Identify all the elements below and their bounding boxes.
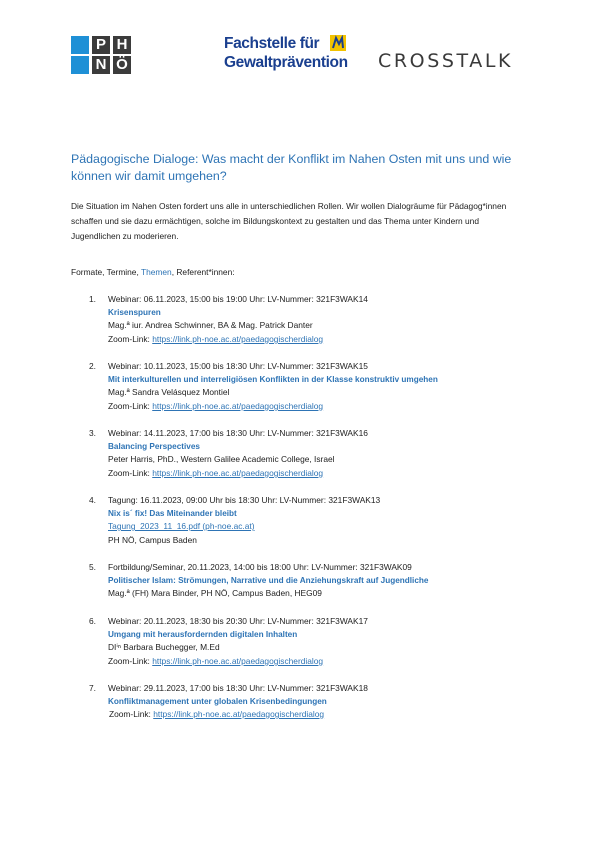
event-location: PH NÖ, Campus Baden: [108, 535, 197, 545]
formats-prefix: Formate, Termine,: [71, 267, 141, 277]
zoom-line: [108, 333, 323, 346]
zoom-link[interactable]: https://link.ph-noe.ac.at/paedagogischerdialog: [152, 334, 324, 344]
zoom-link[interactable]: https://link.ph-noe.ac.at/paedagogischerdialog: [153, 709, 325, 719]
zoom-line: [108, 655, 323, 668]
fachstelle-gewaltpraevention-logo: [224, 35, 352, 77]
event-topic: Umgang mit herausfordernden digitalen Inhalten: [108, 630, 298, 639]
crosstalk-logo: CROSSTALK: [378, 50, 514, 72]
fachstelle-logo-line2: Gewaltprävention: [224, 54, 348, 71]
formats-highlight: Themen: [140, 267, 172, 277]
event-speaker: Peter Harris, PhD., Western Galilee Academic College, Israel: [108, 454, 335, 464]
item-number: 1.: [89, 294, 96, 304]
item-number: 5.: [89, 562, 96, 572]
event-speaker: Mag.ª Sandra Velásquez Montiel: [108, 387, 230, 397]
ph-logo-cell: [71, 36, 89, 54]
zoom-link[interactable]: https://link.ph-noe.ac.at/paedagogischerdialog: [152, 401, 324, 411]
zoom-label: Zoom-Link:: [108, 401, 153, 411]
event-topic: Politischer Islam: Strömungen, Narrative und die Anziehungskraft auf Jugendliche: [108, 576, 429, 585]
zoom-link[interactable]: https://link.ph-noe.ac.at/paedagogischerdialog: [152, 656, 324, 666]
zoom-label: Zoom-Link:: [108, 656, 153, 666]
event-topic: Nix is´ fix! Das Miteinander bleibt: [108, 509, 237, 518]
tagung-pdf-link[interactable]: Tagung_2023_11_16.pdf (ph-noe.ac.at): [108, 521, 255, 531]
formats-heading: [71, 266, 235, 278]
page-title: Pädagogische Dialoge: Was macht der Konflikt im Nahen Osten mit uns und wie können wir damit umgehen?: [71, 152, 512, 183]
item-number: 6.: [89, 616, 96, 626]
event-topic: Mit interkulturellen und interreligiösen Konflikten in der Klasse konstruktiv umgehen: [108, 375, 438, 384]
item-number: 3.: [89, 428, 96, 438]
event-speaker: Mag.ª iur. Andrea Schwinner, BA & Mag. Patrick Danter: [108, 320, 313, 330]
event-details: Webinar: 14.11.2023, 17:00 bis 18:30 Uhr: LV-Nummer: 321F3WAK16: [108, 428, 368, 438]
zoom-label: Zoom-Link:: [109, 709, 154, 719]
event-details: Webinar: 10.11.2023, 15:00 bis 18:30 Uhr: LV-Nummer: 321F3WAK15: [108, 361, 368, 371]
event-topic: Krisenspuren: [108, 308, 161, 317]
event-details: Webinar: 29.11.2023, 17:00 bis 18:30 Uhr: LV-Nummer: 321F3WAK18: [108, 683, 368, 693]
event-speaker: DIⁱⁿ Barbara Buchegger, M.Ed: [108, 642, 220, 652]
event-details: Webinar: 06.11.2023, 15:00 bis 19:00 Uhr: LV-Nummer: 321F3WAK14: [108, 294, 368, 304]
fachstelle-logo-line1: Fachstelle für: [224, 35, 320, 52]
zoom-line: [108, 400, 323, 413]
event-topic: Balancing Perspectives: [108, 442, 200, 451]
zoom-label: Zoom-Link:: [108, 468, 153, 478]
zoom-link[interactable]: https://link.ph-noe.ac.at/paedagogischerdialog: [152, 468, 324, 478]
zoom-label: Zoom-Link:: [108, 334, 153, 344]
ph-logo-cell-p: P: [92, 36, 110, 54]
ph-logo-cell-h: H: [113, 36, 131, 54]
ph-noe-logo: [71, 36, 131, 74]
item-number: 2.: [89, 361, 96, 371]
event-details: Fortbildung/Seminar, 20.11.2023, 14:00 bis 18:00 Uhr: LV-Nummer: 321F3WAK09: [108, 562, 412, 572]
zoom-line: [109, 708, 324, 721]
event-topic: Konfliktmanagement unter globalen Krisenbedingungen: [108, 697, 327, 706]
item-number: 4.: [89, 495, 96, 505]
zoom-line: [108, 467, 323, 480]
item-number: 7.: [89, 683, 96, 693]
noe-badge-icon: [330, 35, 346, 51]
intro-paragraph: Die Situation im Nahen Osten fordert uns alle in unterschiedlichen Rollen. Wir wollen Dialogräume für Pädagog*innen schaffen und sie dazu ermächtigen, solche im Bildungskontext zu gestalten und das Thema unter Kindern und Jugendlichen zu moderieren.: [71, 201, 507, 241]
event-details: Tagung: 16.11.2023, 09:00 Uhr bis 18:30 Uhr: LV-Nummer: 321F3WAK13: [108, 495, 381, 505]
ph-logo-cell: [71, 56, 89, 74]
file-line: [108, 520, 255, 533]
ph-logo-cell-n: N: [92, 56, 110, 74]
formats-suffix: , Referent*innen:: [171, 267, 235, 277]
event-details: Webinar: 20.11.2023, 18:30 bis 20:30 Uhr: LV-Nummer: 321F3WAK17: [108, 616, 368, 626]
ph-logo-cell-oe: Ö: [113, 56, 131, 74]
event-speaker: Mag.ª (FH) Mara Binder, PH NÖ, Campus Baden, HEG09: [108, 588, 322, 598]
